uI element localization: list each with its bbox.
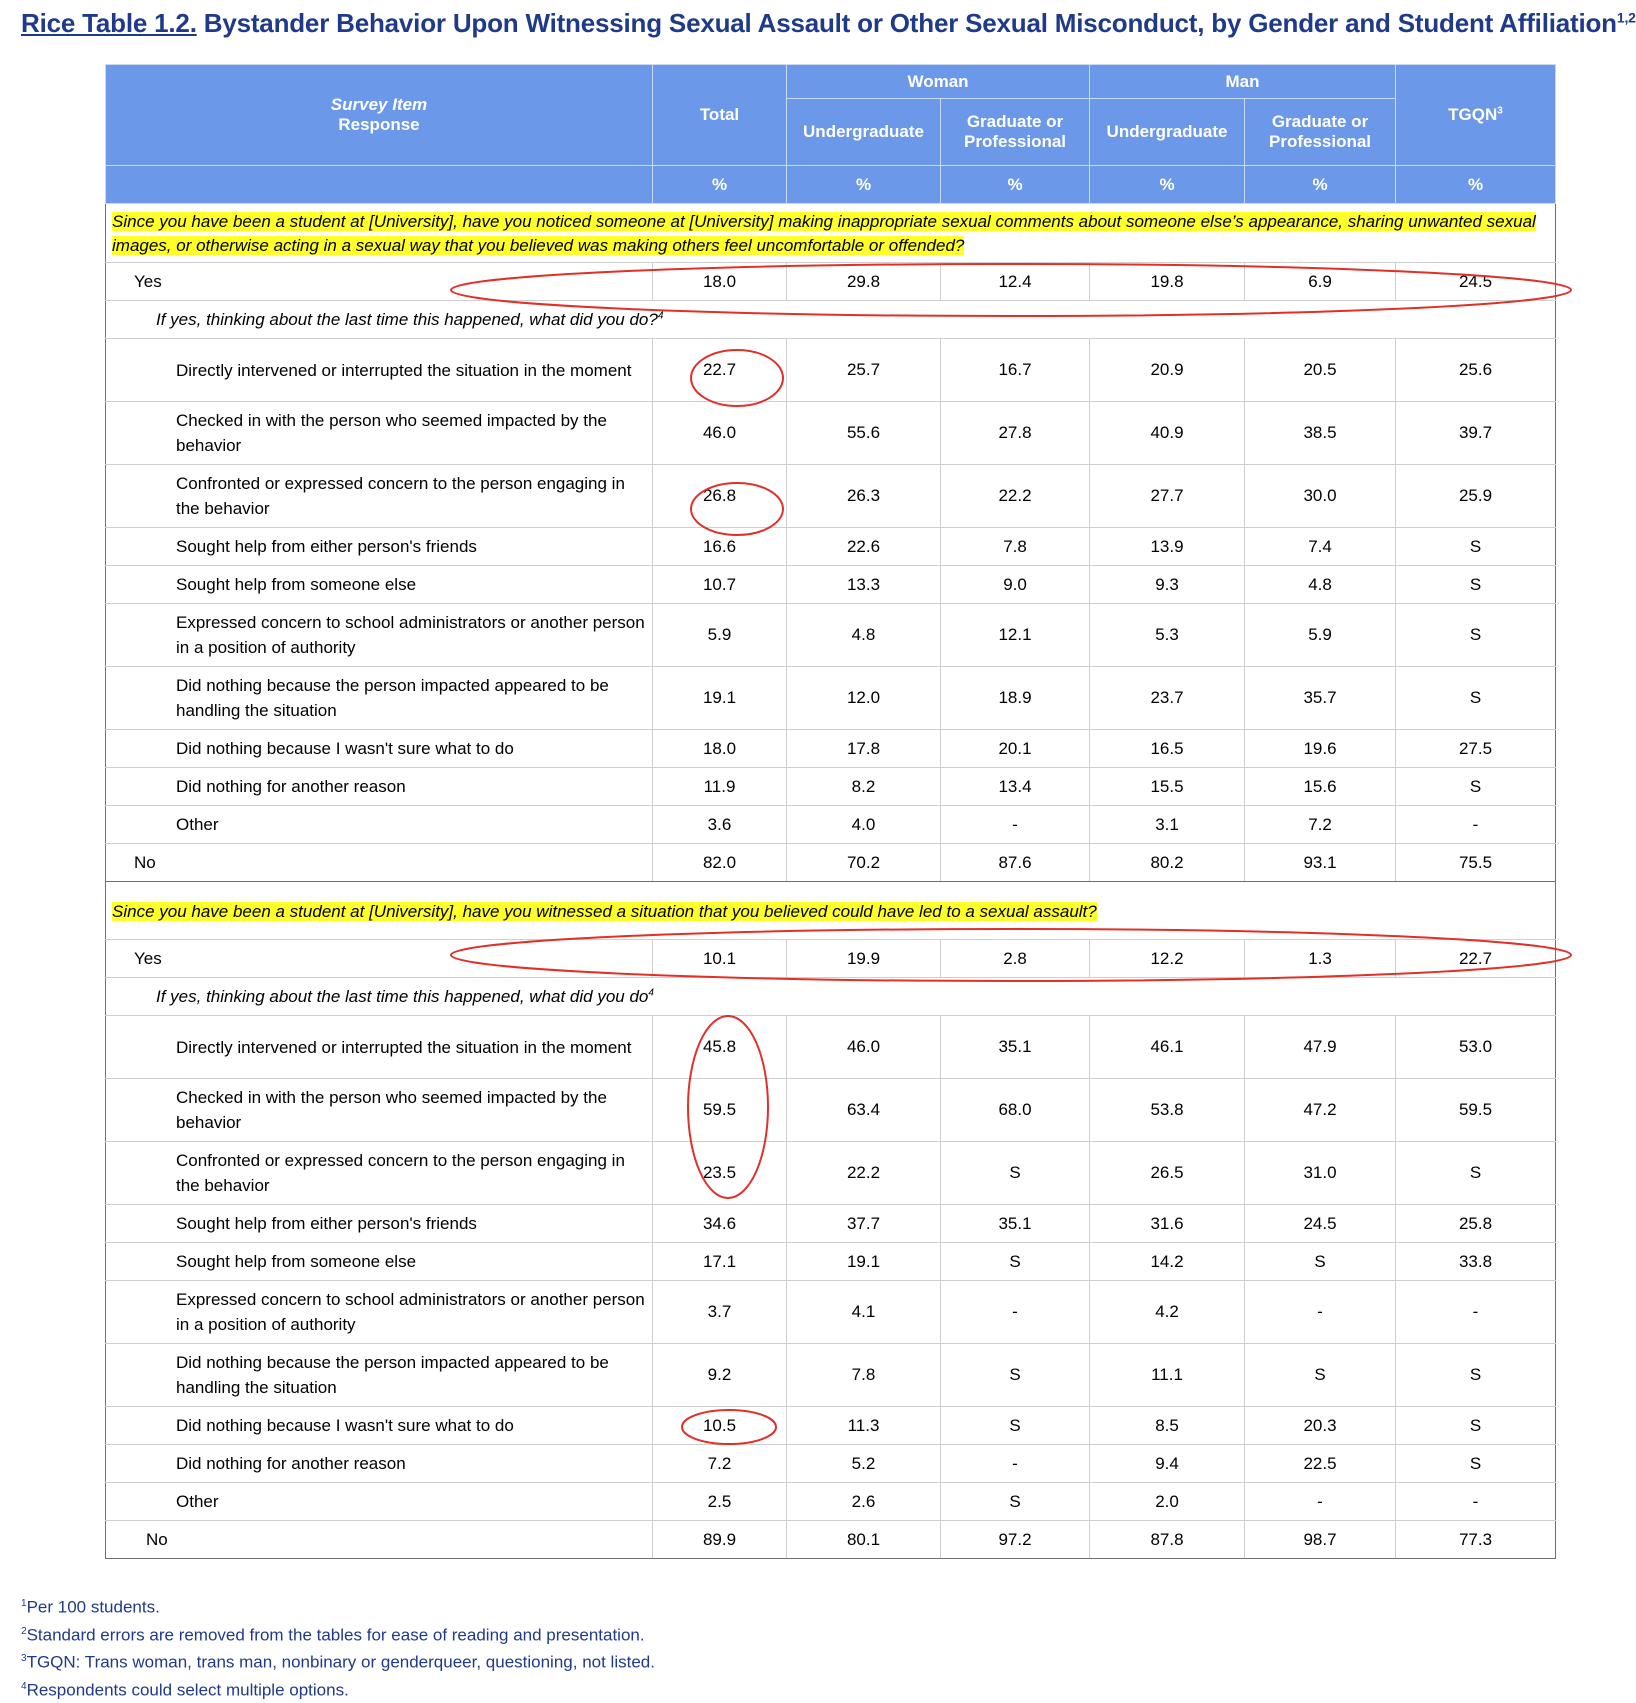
item-label: Did nothing because the person impacted appeared to be handling the situation: [106, 667, 653, 730]
value-cell: 10.5: [653, 1407, 787, 1445]
section-2: [106, 882, 1556, 1559]
value-cell: 23.7: [1090, 667, 1245, 730]
value-cell: 77.3: [1396, 1521, 1556, 1559]
footnote-text: TGQN: Trans woman, trans man, nonbinary or genderqueer, questioning, not listed.: [26, 1652, 655, 1672]
table-row: [106, 1243, 1556, 1281]
value-cell: S: [941, 1142, 1090, 1205]
followup-row: [106, 301, 1556, 339]
footnote-num: 1: [21, 1598, 27, 1609]
value-cell: 82.0: [653, 844, 787, 882]
value-cell: S: [1245, 1243, 1396, 1281]
value-cell: 40.9: [1090, 402, 1245, 465]
value-cell: 5.9: [653, 604, 787, 667]
footnote-num: 4: [21, 1680, 27, 1692]
value-cell: 80.2: [1090, 844, 1245, 882]
item-label: Sought help from either person's friends: [106, 528, 653, 566]
value-cell: 10.7: [653, 566, 787, 604]
value-cell: 35.7: [1245, 667, 1396, 730]
footnotes: [21, 1592, 655, 1703]
value-cell: -: [941, 806, 1090, 844]
value-cell: -: [941, 1281, 1090, 1344]
value-cell: 75.5: [1396, 844, 1556, 882]
header-pct: %: [1396, 166, 1556, 204]
no-row: [106, 844, 1556, 882]
value-cell: 63.4: [787, 1079, 941, 1142]
followup-sup: 4: [648, 986, 654, 998]
value-cell: 20.1: [941, 730, 1090, 768]
value-cell: 93.1: [1245, 844, 1396, 882]
item-label: Checked in with the person who seemed impacted by the behavior: [106, 402, 653, 465]
value-cell: 47.9: [1245, 1016, 1396, 1079]
header-man-undergraduate: Undergraduate: [1090, 99, 1245, 166]
value-cell: 4.8: [787, 604, 941, 667]
value-cell: 25.9: [1396, 465, 1556, 528]
item-label: Sought help from someone else: [106, 566, 653, 604]
value-cell: 9.3: [1090, 566, 1245, 604]
table-row: [106, 1205, 1556, 1243]
yes-label: Yes: [106, 263, 653, 301]
value-cell: 8.5: [1090, 1407, 1245, 1445]
header-pct: %: [941, 166, 1090, 204]
question-text: Since you have been a student at [University], have you witnessed a situation that you believed could have led to a sexual assault?: [112, 901, 1097, 921]
value-cell: 12.0: [787, 667, 941, 730]
value-cell: -: [1396, 806, 1556, 844]
value-cell: 9.2: [653, 1344, 787, 1407]
header-pct: %: [787, 166, 941, 204]
value-cell: 19.1: [653, 667, 787, 730]
value-cell: 19.8: [1090, 263, 1245, 301]
value-cell: 2.5: [653, 1483, 787, 1521]
value-cell: 17.1: [653, 1243, 787, 1281]
item-label: Did nothing for another reason: [106, 768, 653, 806]
footnote-text: Standard errors are removed from the tables for ease of reading and presentation.: [26, 1625, 645, 1645]
value-cell: 25.6: [1396, 339, 1556, 402]
table-row: [106, 1445, 1556, 1483]
item-label: Expressed concern to school administrators or another person in a position of authority: [106, 1281, 653, 1344]
value-cell: 13.3: [787, 566, 941, 604]
footnote: [21, 1647, 655, 1675]
value-cell: 20.3: [1245, 1407, 1396, 1445]
value-cell: 59.5: [1396, 1079, 1556, 1142]
footnote: [21, 1675, 655, 1703]
value-cell: 59.5: [653, 1079, 787, 1142]
item-label: Other: [106, 806, 653, 844]
table-row: [106, 1407, 1556, 1445]
footnote-text: Respondents could select multiple options.: [26, 1680, 349, 1700]
value-cell: 27.8: [941, 402, 1090, 465]
header-survey-item-label: Survey Item: [330, 95, 428, 114]
value-cell: -: [1245, 1483, 1396, 1521]
header-man: Man: [1090, 65, 1396, 99]
value-cell: 22.7: [1396, 940, 1556, 978]
value-cell: S: [1245, 1344, 1396, 1407]
no-label: No: [106, 1521, 653, 1559]
yes-label: Yes: [106, 940, 653, 978]
page-title: [21, 8, 1636, 39]
value-cell: 12.1: [941, 604, 1090, 667]
value-cell: 26.8: [653, 465, 787, 528]
value-cell: S: [1396, 1344, 1556, 1407]
grad-line2: Professional: [1268, 132, 1372, 151]
table-row: [106, 1142, 1556, 1205]
value-cell: -: [941, 1445, 1090, 1483]
value-cell: 20.5: [1245, 339, 1396, 402]
value-cell: 39.7: [1396, 402, 1556, 465]
question-text: Since you have been a student at [University], have you noticed someone at [University] making inappropriate sexual comments about someone else’s appearance, sharing unwanted sexual images, or otherwise acting in a sexual way that you believed was making others feel uncomfortable or offended?: [112, 212, 1536, 255]
value-cell: -: [1245, 1281, 1396, 1344]
item-label: Did nothing because the person impacted appeared to be handling the situation: [106, 1344, 653, 1407]
value-cell: 3.7: [653, 1281, 787, 1344]
grad-line2: Professional: [963, 132, 1067, 151]
value-cell: 11.1: [1090, 1344, 1245, 1407]
table-row: [106, 806, 1556, 844]
question-row: [106, 882, 1556, 940]
followup-row: [106, 978, 1556, 1016]
value-cell: S: [941, 1344, 1090, 1407]
title-footnote-ref: 1,2: [1616, 9, 1636, 26]
value-cell: 16.7: [941, 339, 1090, 402]
value-cell: 7.8: [787, 1344, 941, 1407]
item-label: Did nothing for another reason: [106, 1445, 653, 1483]
table-title-text: Bystander Behavior Upon Witnessing Sexual Assault or Other Sexual Misconduct, by Gender and Student Affiliation: [203, 8, 1617, 38]
value-cell: 47.2: [1245, 1079, 1396, 1142]
value-cell: 9.4: [1090, 1445, 1245, 1483]
value-cell: 98.7: [1245, 1521, 1396, 1559]
footnote: [21, 1620, 655, 1648]
table-row: [106, 339, 1556, 402]
value-cell: S: [1396, 528, 1556, 566]
value-cell: 89.9: [653, 1521, 787, 1559]
value-cell: 20.9: [1090, 339, 1245, 402]
header-total: Total: [653, 65, 787, 166]
value-cell: 13.4: [941, 768, 1090, 806]
value-cell: 26.3: [787, 465, 941, 528]
value-cell: 34.6: [653, 1205, 787, 1243]
value-cell: 23.5: [653, 1142, 787, 1205]
value-cell: 4.1: [787, 1281, 941, 1344]
value-cell: 55.6: [787, 402, 941, 465]
followup-sup: 4: [657, 309, 664, 321]
item-label: Did nothing because I wasn't sure what to do: [106, 1407, 653, 1445]
followup-text: If yes, thinking about the last time this happened, what did you do: [156, 986, 649, 1006]
value-cell: 3.1: [1090, 806, 1245, 844]
value-cell: -: [1396, 1483, 1556, 1521]
value-cell: 2.0: [1090, 1483, 1245, 1521]
table-row: [106, 528, 1556, 566]
value-cell: 97.2: [941, 1521, 1090, 1559]
value-cell: 17.8: [787, 730, 941, 768]
value-cell: 29.8: [787, 263, 941, 301]
table-label: Rice Table 1.2.: [21, 8, 197, 38]
header-empty-cell: [106, 166, 653, 204]
value-cell: 80.1: [787, 1521, 941, 1559]
value-cell: 2.6: [787, 1483, 941, 1521]
item-label: Confronted or expressed concern to the person engaging in the behavior: [106, 1142, 653, 1205]
item-label: Directly intervened or interrupted the situation in the moment: [106, 339, 653, 402]
value-cell: 7.2: [1245, 806, 1396, 844]
value-cell: 27.7: [1090, 465, 1245, 528]
value-cell: 7.8: [941, 528, 1090, 566]
value-cell: 27.5: [1396, 730, 1556, 768]
value-cell: 35.1: [941, 1016, 1090, 1079]
table-row: [106, 667, 1556, 730]
value-cell: 22.2: [787, 1142, 941, 1205]
value-cell: 11.3: [787, 1407, 941, 1445]
footnote-text: Per 100 students.: [26, 1597, 160, 1617]
header-survey-item: [106, 65, 653, 166]
followup-cell: [106, 301, 1556, 339]
value-cell: 16.6: [653, 528, 787, 566]
value-cell: 45.8: [653, 1016, 787, 1079]
header-man-graduate: [1245, 99, 1396, 166]
header-response-label: Response: [338, 115, 420, 134]
value-cell: 5.2: [787, 1445, 941, 1483]
value-cell: 3.6: [653, 806, 787, 844]
table-row: [106, 1281, 1556, 1344]
value-cell: 30.0: [1245, 465, 1396, 528]
value-cell: 22.7: [653, 339, 787, 402]
item-label: Expressed concern to school administrators or another person in a position of authority: [106, 604, 653, 667]
value-cell: S: [1396, 566, 1556, 604]
table-header: [106, 65, 1556, 204]
value-cell: 10.1: [653, 940, 787, 978]
value-cell: 70.2: [787, 844, 941, 882]
footnote: [21, 1592, 655, 1620]
followup-text: If yes, thinking about the last time this happened, what did you do?: [156, 309, 658, 329]
item-label: Other: [106, 1483, 653, 1521]
value-cell: 19.1: [787, 1243, 941, 1281]
value-cell: 18.0: [653, 730, 787, 768]
item-label: Did nothing because I wasn't sure what to do: [106, 730, 653, 768]
value-cell: 46.0: [787, 1016, 941, 1079]
grad-line1: Graduate or: [966, 112, 1064, 131]
value-cell: S: [941, 1483, 1090, 1521]
value-cell: 19.6: [1245, 730, 1396, 768]
value-cell: 12.2: [1090, 940, 1245, 978]
item-label: Checked in with the person who seemed impacted by the behavior: [106, 1079, 653, 1142]
value-cell: 25.8: [1396, 1205, 1556, 1243]
yes-row: [106, 940, 1556, 978]
table-row: [106, 1483, 1556, 1521]
value-cell: S: [941, 1407, 1090, 1445]
value-cell: 6.9: [1245, 263, 1396, 301]
value-cell: 15.6: [1245, 768, 1396, 806]
value-cell: 7.4: [1245, 528, 1396, 566]
table-row: [106, 730, 1556, 768]
item-label: Confronted or expressed concern to the person engaging in the behavior: [106, 465, 653, 528]
table-row: [106, 465, 1556, 528]
header-woman: Woman: [787, 65, 1090, 99]
value-cell: S: [1396, 667, 1556, 730]
footnote-num: 2: [21, 1625, 27, 1637]
value-cell: 31.0: [1245, 1142, 1396, 1205]
value-cell: 5.3: [1090, 604, 1245, 667]
table-row: [106, 604, 1556, 667]
value-cell: 4.8: [1245, 566, 1396, 604]
value-cell: 46.0: [653, 402, 787, 465]
no-label: No: [106, 844, 653, 882]
value-cell: 13.9: [1090, 528, 1245, 566]
item-label: Sought help from either person's friends: [106, 1205, 653, 1243]
value-cell: 33.8: [1396, 1243, 1556, 1281]
header-woman-undergraduate: Undergraduate: [787, 99, 941, 166]
value-cell: 53.0: [1396, 1016, 1556, 1079]
value-cell: S: [1396, 604, 1556, 667]
value-cell: 18.9: [941, 667, 1090, 730]
item-label: Directly intervened or interrupted the situation in the moment: [106, 1016, 653, 1079]
header-pct: %: [1245, 166, 1396, 204]
value-cell: -: [1396, 1281, 1556, 1344]
value-cell: 87.6: [941, 844, 1090, 882]
table-row: [106, 1016, 1556, 1079]
value-cell: 53.8: [1090, 1079, 1245, 1142]
section-1: [106, 204, 1556, 882]
value-cell: 4.0: [787, 806, 941, 844]
value-cell: 25.7: [787, 339, 941, 402]
value-cell: 4.2: [1090, 1281, 1245, 1344]
question-row: [106, 204, 1556, 263]
value-cell: 11.9: [653, 768, 787, 806]
value-cell: S: [1396, 1142, 1556, 1205]
value-cell: 87.8: [1090, 1521, 1245, 1559]
item-label: Sought help from someone else: [106, 1243, 653, 1281]
value-cell: 8.2: [787, 768, 941, 806]
value-cell: 14.2: [1090, 1243, 1245, 1281]
value-cell: 16.5: [1090, 730, 1245, 768]
value-cell: 38.5: [1245, 402, 1396, 465]
value-cell: 46.1: [1090, 1016, 1245, 1079]
header-tgqn: [1396, 65, 1556, 166]
value-cell: S: [1396, 768, 1556, 806]
value-cell: S: [1396, 1445, 1556, 1483]
header-pct: %: [653, 166, 787, 204]
value-cell: 22.6: [787, 528, 941, 566]
value-cell: S: [941, 1243, 1090, 1281]
value-cell: 35.1: [941, 1205, 1090, 1243]
value-cell: 7.2: [653, 1445, 787, 1483]
value-cell: 18.0: [653, 263, 787, 301]
table-row: [106, 402, 1556, 465]
table-row: [106, 1079, 1556, 1142]
grad-line1: Graduate or: [1271, 112, 1369, 131]
value-cell: 9.0: [941, 566, 1090, 604]
value-cell: 22.2: [941, 465, 1090, 528]
value-cell: S: [1396, 1407, 1556, 1445]
value-cell: 68.0: [941, 1079, 1090, 1142]
value-cell: 31.6: [1090, 1205, 1245, 1243]
value-cell: 15.5: [1090, 768, 1245, 806]
yes-row: [106, 263, 1556, 301]
value-cell: 22.5: [1245, 1445, 1396, 1483]
table-row: [106, 768, 1556, 806]
table-row: [106, 1344, 1556, 1407]
value-cell: 1.3: [1245, 940, 1396, 978]
header-woman-graduate: [941, 99, 1090, 166]
value-cell: 2.8: [941, 940, 1090, 978]
value-cell: 26.5: [1090, 1142, 1245, 1205]
value-cell: 5.9: [1245, 604, 1396, 667]
header-tgqn-label: TGQN: [1448, 105, 1498, 124]
value-cell: 12.4: [941, 263, 1090, 301]
value-cell: 24.5: [1245, 1205, 1396, 1243]
footnote-num: 3: [21, 1653, 27, 1665]
header-tgqn-sup: 3: [1497, 105, 1503, 117]
value-cell: 37.7: [787, 1205, 941, 1243]
header-pct: %: [1090, 166, 1245, 204]
table-row: [106, 566, 1556, 604]
value-cell: 19.9: [787, 940, 941, 978]
results-table: [105, 64, 1556, 1559]
no-row: [106, 1521, 1556, 1559]
value-cell: 24.5: [1396, 263, 1556, 301]
followup-cell: [106, 978, 1556, 1016]
